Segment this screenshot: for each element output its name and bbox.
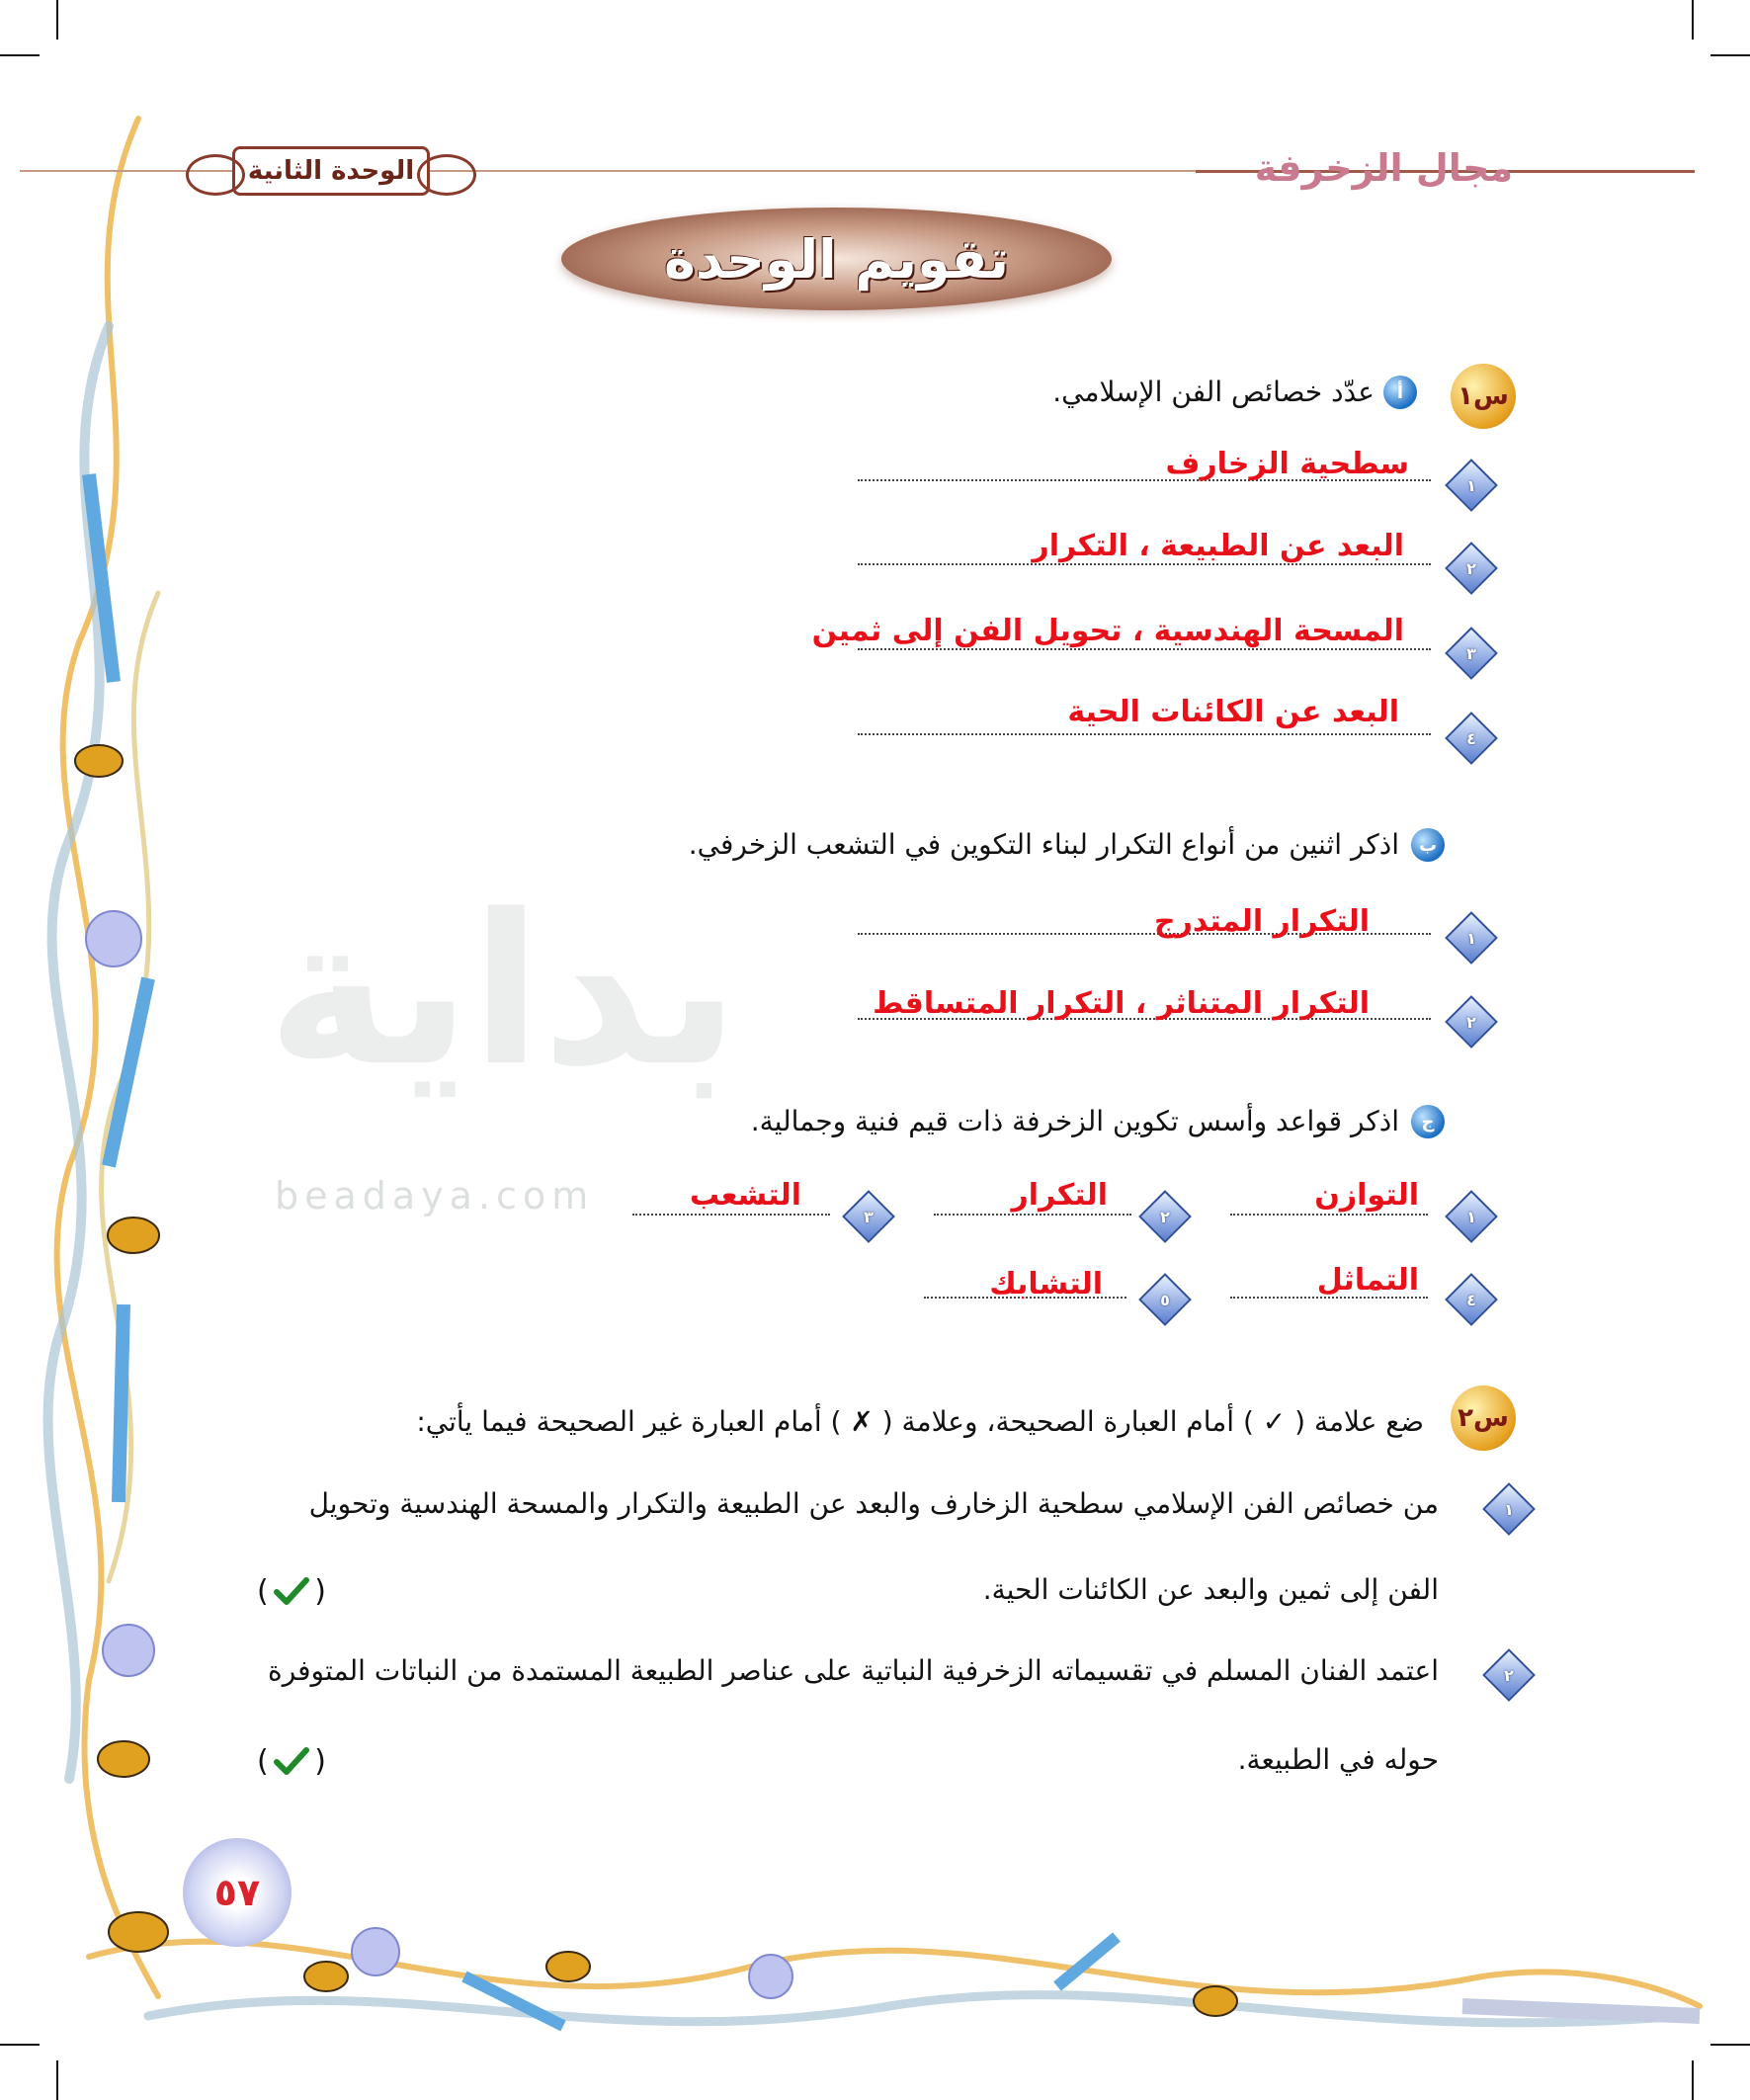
item-number-marker: ١ bbox=[1445, 1190, 1498, 1243]
answer-text: سطحية الزخارف bbox=[1165, 447, 1409, 481]
item-number-marker: ٢ bbox=[1138, 1190, 1192, 1243]
statement-line: من خصائص الفن الإسلامي سطحية الزخارف والبعد عن الطبيعة والتكرار والمسحة الهندسية وتحويل bbox=[308, 1487, 1439, 1520]
answer-line bbox=[1230, 1214, 1428, 1216]
answer-text: البعد عن الكائنات الحية bbox=[1067, 695, 1399, 729]
page-title-banner bbox=[561, 208, 1112, 310]
answer-line bbox=[858, 733, 1431, 735]
answer-text: التوازن bbox=[1314, 1178, 1419, 1213]
statement-line: اعتمد الفنان المسلم في تقسيماته الزخرفية النباتية على عناصر الطبيعة المستمدة من النباتات المتوفرة bbox=[268, 1654, 1439, 1687]
part-marker: ب bbox=[1411, 828, 1445, 862]
answer-text: التكرار المتناثر ، التكرار المتساقط bbox=[873, 986, 1370, 1021]
item-number-marker: ٤ bbox=[1445, 1273, 1498, 1326]
page-number: ٥٧ bbox=[213, 1871, 261, 1914]
item-number-marker: ٢ bbox=[1445, 995, 1498, 1049]
question-prompt: اذكر قواعد وأسس تكوين الزخرفة ذات قيم فنية وجمالية. bbox=[750, 1105, 1399, 1137]
item-number-marker: ١ bbox=[1445, 459, 1498, 512]
answer-text: التشابك bbox=[989, 1267, 1103, 1302]
answer-mark: ( ) bbox=[257, 1573, 326, 1609]
answer-text: البعد عن الطبيعة ، التكرار bbox=[1032, 529, 1404, 563]
answer-text: التكرار المتدرج bbox=[1153, 904, 1370, 939]
watermark-logo: بداية bbox=[267, 870, 740, 1112]
statement-line: الفن إلى ثمين والبعد عن الكائنات الحية. bbox=[982, 1573, 1439, 1606]
check-icon bbox=[273, 1575, 310, 1607]
answer-text: التماثل bbox=[1316, 1263, 1419, 1298]
item-number-marker: ١ bbox=[1445, 911, 1498, 965]
answer-line bbox=[632, 1214, 830, 1216]
watermark-url: beadaya.com bbox=[275, 1174, 595, 1218]
question-prompt: اذكر اثنين من أنواع التكرار لبناء التكوين في التشعب الزخرفي. bbox=[688, 828, 1399, 861]
statement-line: حوله في الطبيعة. bbox=[1237, 1743, 1439, 1776]
page-number-badge bbox=[183, 1838, 292, 1947]
answer-text: التشعب bbox=[689, 1178, 801, 1213]
item-number-marker: ٢ bbox=[1445, 542, 1498, 595]
item-number-marker: ٣ bbox=[1445, 627, 1498, 680]
answer-text: المسحة الهندسية ، تحويل الفن إلى ثمين bbox=[811, 614, 1404, 648]
unit-badge bbox=[178, 136, 484, 206]
question-badge: س١ bbox=[1451, 364, 1516, 429]
field-title: مجال الزخرفة bbox=[1254, 146, 1513, 190]
answer-line bbox=[858, 648, 1431, 650]
part-marker: أ bbox=[1383, 376, 1417, 409]
check-icon bbox=[273, 1745, 310, 1777]
question-instruction: ضع علامة ( ✓ ) أمام العبارة الصحيحة، وعلامة ( ✗ ) أمام العبارة غير الصحيحة فيما يأتي: bbox=[416, 1405, 1424, 1438]
item-number-marker: ٥ bbox=[1138, 1273, 1192, 1326]
answer-text: التكرار bbox=[1011, 1178, 1108, 1213]
part-marker: ج bbox=[1411, 1105, 1445, 1138]
answer-mark: ( ) bbox=[257, 1743, 326, 1779]
item-number-marker: ١ bbox=[1482, 1482, 1536, 1536]
unit-label: الوحدة الثانية bbox=[247, 156, 415, 186]
page-title: تقويم الوحدة bbox=[663, 227, 1010, 291]
item-number-marker: ٢ bbox=[1482, 1648, 1536, 1702]
question-prompt: عدّد خصائص الفن الإسلامي. bbox=[1052, 376, 1375, 408]
item-number-marker: ٤ bbox=[1445, 712, 1498, 765]
answer-line bbox=[858, 563, 1431, 565]
item-number-marker: ٣ bbox=[842, 1190, 895, 1243]
answer-line bbox=[934, 1214, 1131, 1216]
question-badge: س٢ bbox=[1451, 1386, 1516, 1451]
